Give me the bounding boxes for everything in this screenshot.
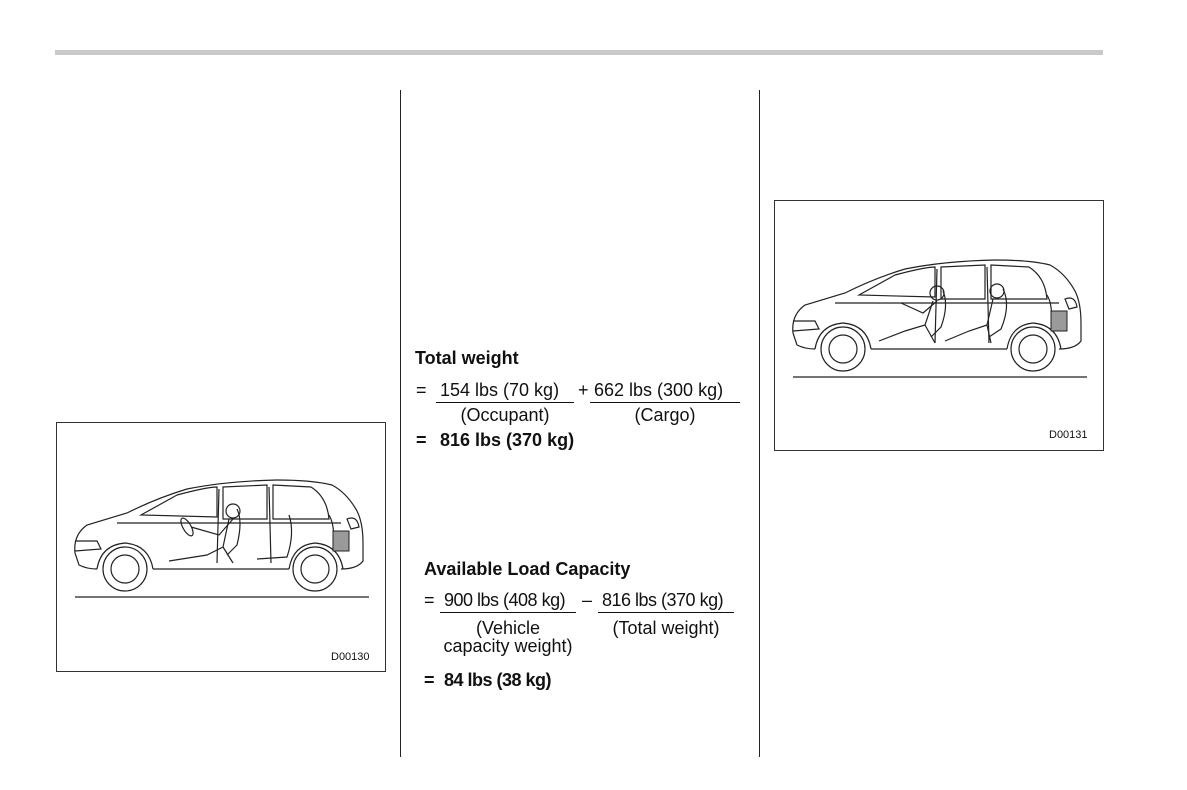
column-divider-right — [759, 90, 760, 757]
available-load-term-total: 816 lbs (370 kg) — [602, 590, 724, 610]
available-load-heading: Available Load Capacity — [424, 559, 631, 579]
total-weight-heading: Total weight — [415, 348, 519, 368]
available-load-result: 84 lbs (38 kg) — [444, 670, 552, 690]
vehicle-capacity-caption-line2: capacity weight) — [443, 636, 573, 656]
fraction-line — [440, 612, 576, 613]
total-weight-equals: = — [416, 380, 427, 400]
figure-code: D00131 — [1049, 429, 1088, 441]
fraction-line — [598, 612, 734, 613]
occupant-caption: (Occupant) — [460, 405, 550, 425]
total-weight-term-occupant: 154 lbs (70 kg) — [440, 380, 560, 400]
figure-code: D00130 — [331, 651, 370, 663]
available-load-minus: – — [582, 590, 593, 610]
top-rule — [55, 50, 1103, 55]
column-divider-left — [400, 90, 401, 757]
available-load-equals: = — [424, 590, 435, 610]
cargo-caption: (Cargo) — [634, 405, 696, 425]
available-load-result-equals: = — [424, 670, 435, 690]
fraction-line — [436, 402, 574, 403]
total-weight-result: 816 lbs (370 kg) — [440, 430, 575, 450]
figure-driver-cargo — [56, 422, 386, 672]
fraction-line — [590, 402, 740, 403]
total-weight-plus: + — [578, 380, 589, 400]
total-weight-result-equals: = — [416, 430, 427, 450]
vehicle-illustration — [775, 201, 1103, 450]
vehicle-illustration — [57, 423, 385, 671]
total-weight-term-cargo: 662 lbs (300 kg) — [594, 380, 724, 400]
figure-driver-passenger-cargo — [774, 200, 1104, 451]
vehicle-capacity-caption-line1: (Vehicle — [475, 618, 541, 638]
available-load-term-capacity: 900 lbs (408 kg) — [444, 590, 566, 610]
total-weight-caption: (Total weight) — [612, 618, 720, 638]
